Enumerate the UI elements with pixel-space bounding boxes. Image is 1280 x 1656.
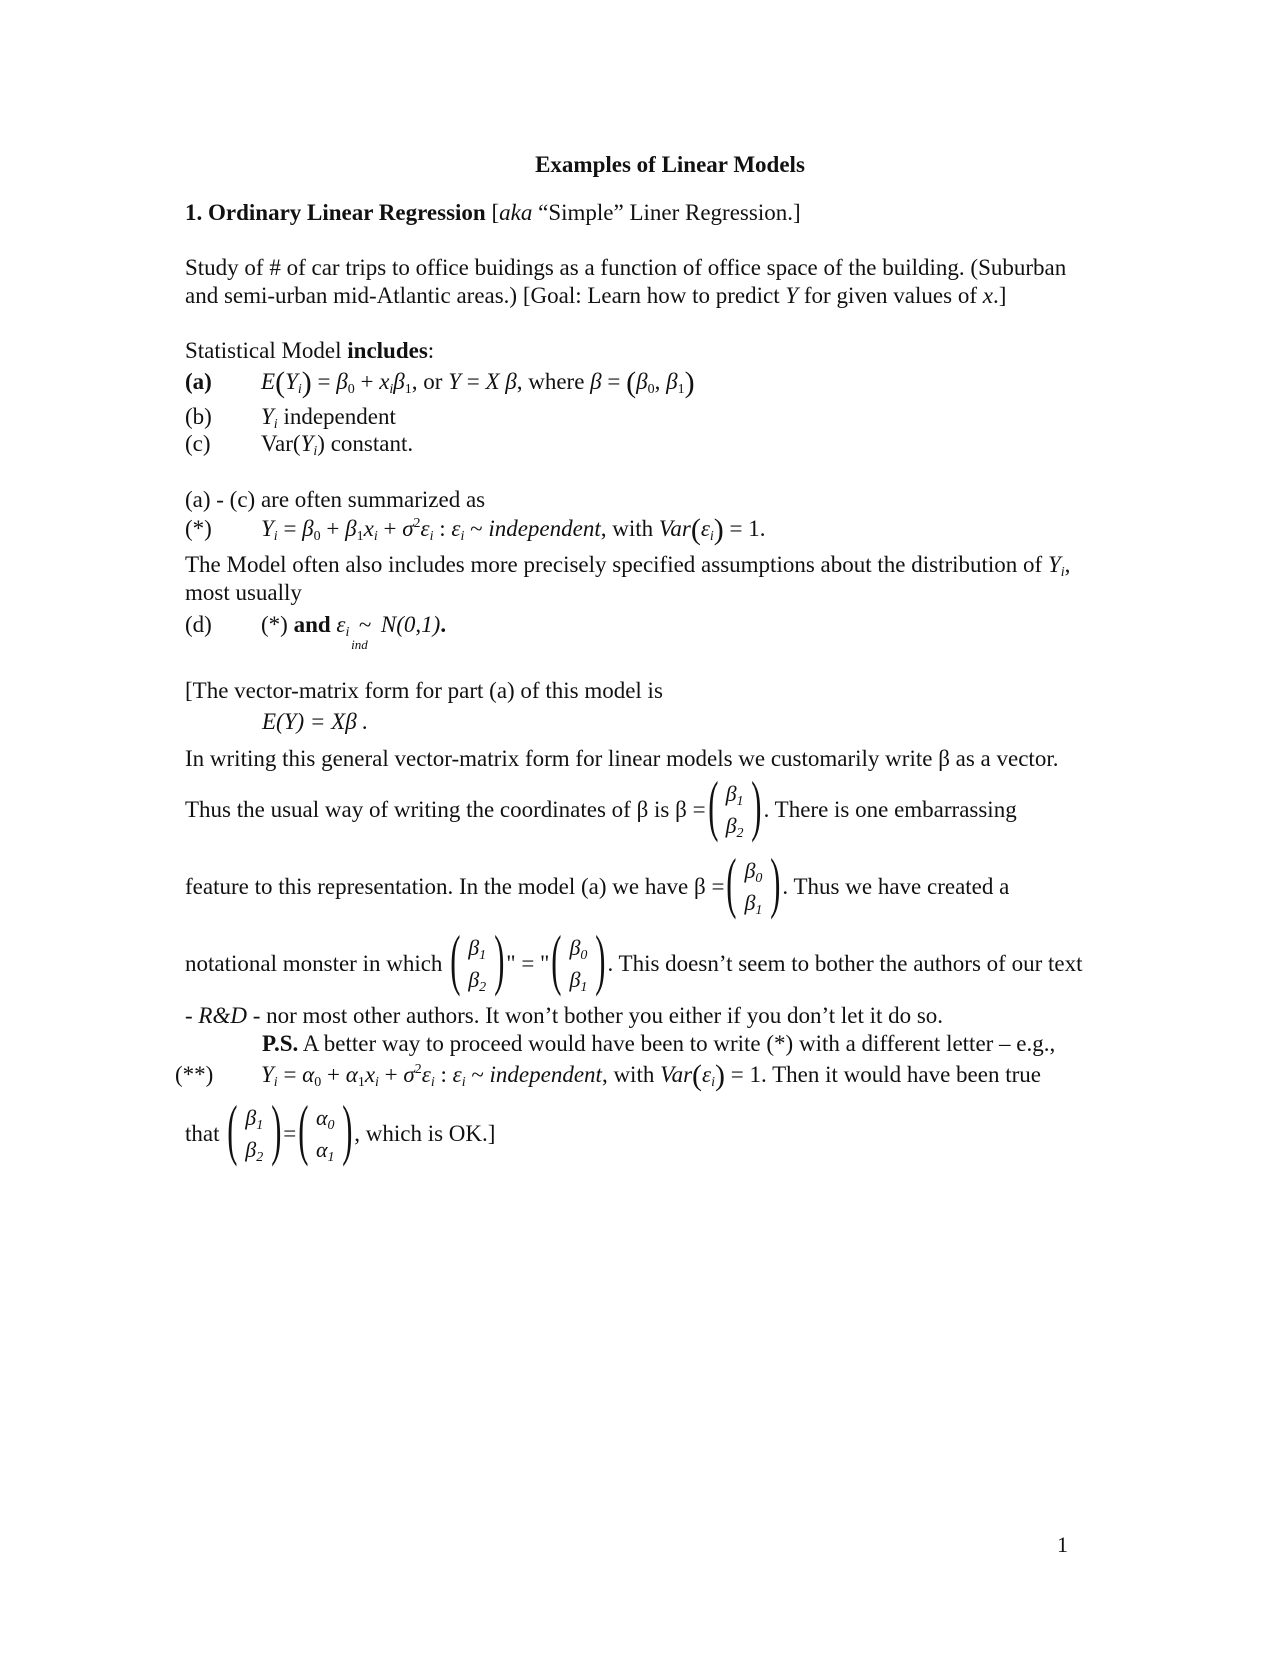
vector-line-1: [The vector-matrix form for part (a) of this model is (185, 678, 663, 703)
section-heading: 1. Ordinary Linear Regression [aka “Simple” Liner Regression.] (185, 200, 801, 225)
matrix-beta1-beta2: ( $\beta_1$ $\beta_2$ ) (707, 767, 762, 843)
vector-line-5: feature to this representation. In the model (a) we have β = ( $\beta_0$ $\beta_1$ ) . Thus we have created a (185, 844, 1010, 920)
section-title: 1. Ordinary Linear Regression (185, 200, 486, 225)
matrix-alpha0-alpha1: ( $\alpha_0$ $\alpha_1$ ) (298, 1091, 353, 1167)
vector-equation: E(Y) = Xβ . (262, 709, 369, 734)
model-intro: Statistical Model includes: (185, 338, 435, 363)
model-item-c: (c) $Var(Y_i)$ constant. (185, 431, 414, 459)
vector-line-6: notational monster in which ( $\beta_1$ $\beta_2$ ) " = " ( $\beta_0$ $\beta_1$ ) . This doesn’t seem to bother the authors of our text (185, 921, 1083, 997)
model-item-a: (a) $E(Y_i) = \beta_0 + x_i\beta_1$, or Y = X β, where $\beta = (\beta_0$, $\beta_1$) (185, 366, 695, 399)
matrix-beta0-beta1-b: ( $\beta_0$ $\beta_1$ ) (551, 921, 606, 997)
matrix-beta0-beta1: ( $\beta_0$ $\beta_1$ ) (726, 844, 781, 920)
summary-line-3: The Model often also includes more precisely specified assumptions about the distribution of $Y_i$, (185, 552, 1071, 580)
vector-line-3: In writing this general vector-matrix form for linear models we customarily write β as a vector. (185, 746, 1059, 771)
study-line-2: and semi-urban mid-Atlantic areas.) [Goal: Learn how to predict Y for given values of x.] (185, 283, 1007, 308)
vector-line-7: - R&D - nor most other authors. It won’t bother you either if you don’t let it do so. (185, 1003, 944, 1028)
summary-star-equation: (*) $Y_i = \beta_0 + \beta_1x_i + \sigma^2\varepsilon_i$ : $\varepsilon_i$ ~ independent, with $Var(\varepsilon_i) = 1$. (185, 513, 766, 546)
matrix-beta1-beta2-b: ( $\beta_1$ $\beta_2$ ) (450, 921, 504, 997)
page-title: Examples of Linear Models (535, 152, 805, 177)
that-line: that ( $\beta_1$ $\beta_2$ ) = ( $\alpha_0$ $\alpha_1$ ) , which is OK.] (185, 1091, 496, 1167)
summary-line-1: (a) - (c) are often summarized as (185, 487, 486, 512)
vector-line-4: Thus the usual way of writing the coordinates of β is β = ( $\beta_1$ $\beta_2$ ) . There is one embarrassing (185, 767, 1017, 843)
ps-line: P.S. A better way to proceed would have been to write (*) with a different letter – e.g., (262, 1031, 1056, 1056)
study-line-1: Study of # of car trips to office buidings as a function of office space of the building. (Suburban (185, 255, 1067, 280)
model-item-b: (b) $Y_i$ independent (185, 404, 396, 432)
summary-item-d: (d) (*) and $\varepsilon_i$ ~ ind N(0,1). (185, 612, 447, 652)
matrix-beta1-beta2-c: ( $\beta_1$ $\beta_2$ ) (227, 1091, 282, 1167)
page-number: 1 (1057, 1532, 1068, 1557)
summary-line-4: most usually (185, 580, 302, 605)
double-star-equation: (**) $Y_i = \alpha_0 + \alpha_1x_i + \sigma^2\varepsilon_i$ : $\varepsilon_i$ ~ independent, with $Var(\varepsilon_i) = 1$. Then it would have been true (175, 1059, 1041, 1092)
